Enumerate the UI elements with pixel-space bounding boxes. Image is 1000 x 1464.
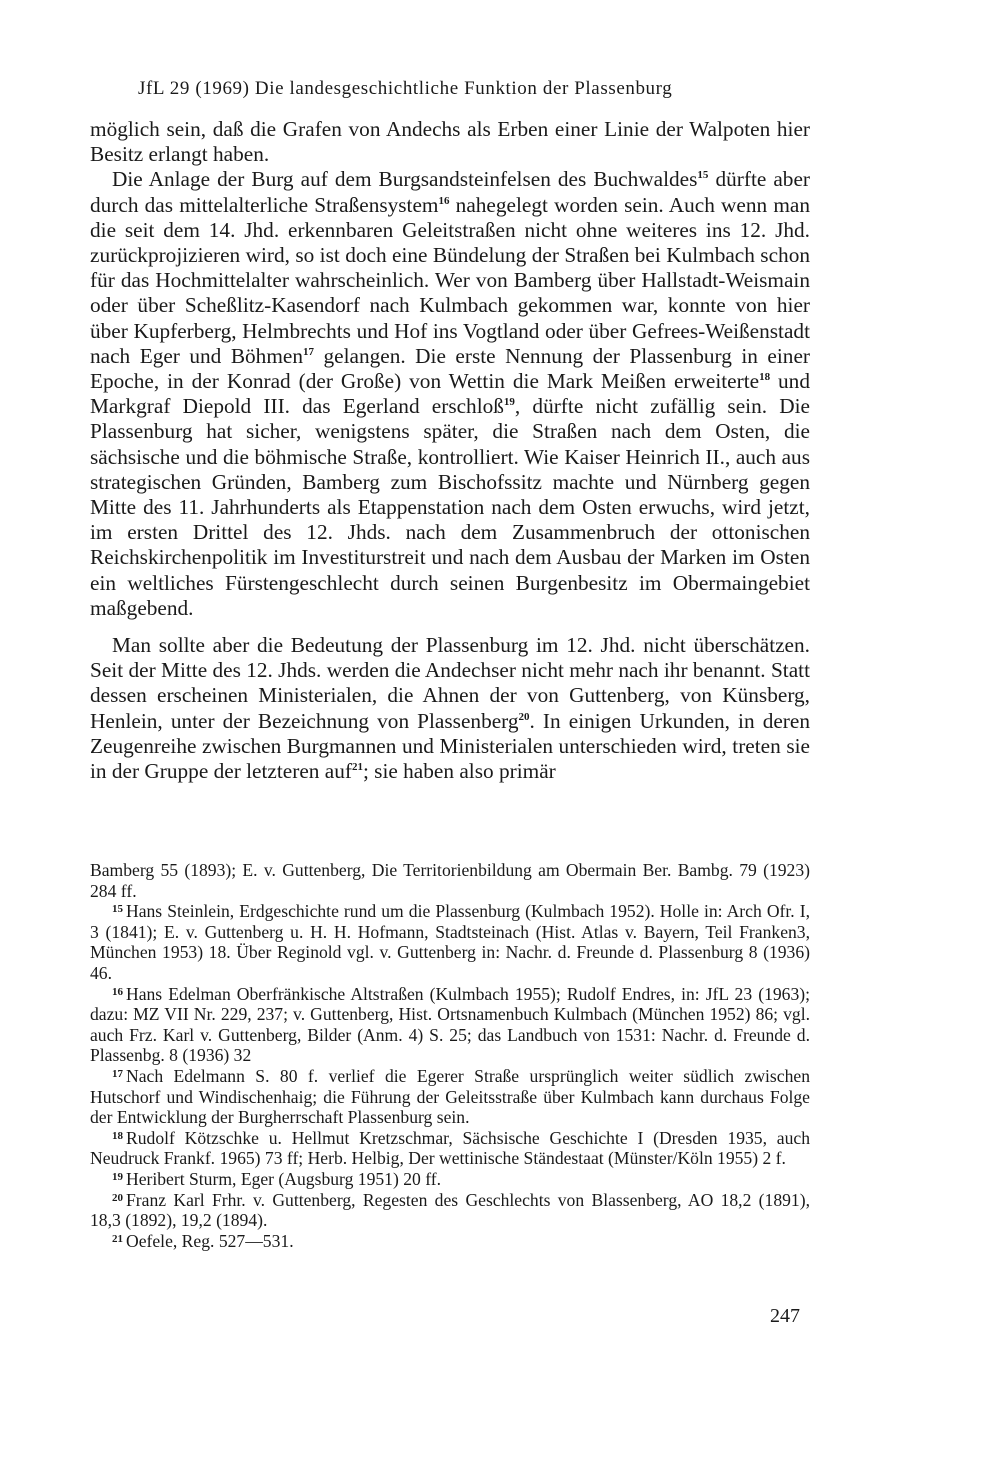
footnote-ref-20: 20 [518, 710, 530, 723]
footnote-ref-15: 15 [697, 169, 709, 182]
footnote-number: 17 [112, 1067, 123, 1080]
paragraph-3-text-c: ; sie haben also primär [362, 759, 556, 784]
footnote-20 [90, 1190, 810, 1231]
paragraph-2-text-a: Die Anlage der Burg auf dem Burgsandsteinfelsen des Buchwaldes [112, 167, 698, 192]
running-head: JfL 29 (1969) Die landesgeschichtliche Funktion der Plassenburg [138, 78, 673, 99]
footnote-number: 16 [112, 985, 123, 998]
paragraph-2-text-b: dürfte aber durch das mittelalterliche Straßensystem [90, 167, 810, 217]
footnote-ref-18: 18 [759, 371, 771, 384]
footnote-18 [90, 1128, 810, 1169]
footnotes [90, 860, 810, 1251]
paragraph-1: möglich sein, daß die Grafen von Andechs als Erben einer Linie der Walpoten hier Besitz erlangt haben. [90, 117, 810, 167]
footnote-ref-17: 17 [303, 345, 314, 358]
footnote-text: Hans Edelman Oberfränkische Altstraßen (Kulmbach 1955); Rudolf Endres, in: JfL 23 (1963); dazu: MZ VII Nr. 229, 237; v. Guttenberg, Hist. Ortsnamenbuch Kulmbach (München 1952) 86; vgl. auch Frz. Karl v. Guttenberg, Bilder (Anm. 4) S. 25; das Landbuch von 1531: Nachr. d. Freunde d. Plassenbg. 8 (1936) 32 [90, 983, 810, 1066]
paragraph-2-text-d: gelangen. Die erste Nennung der Plassenburg in einer Epoche, in der Konrad (der Große) von Wettin die Mark Meißen erweiterte [90, 343, 810, 394]
paragraph-3-text-a: Man sollte aber die Bedeutung der Plassenburg im 12. Jhd. nicht überschätzen. Seit der Mitte des 12. Jhds. werden die Andechser nicht mehr nach ihr benannt. Statt dessen erscheinen Ministerialen, die Ahnen der von Guttenberg, von Künsberg, Henlein, unter der Bezeichnung von Plassenberg [90, 633, 810, 733]
footnote-number: 18 [112, 1129, 123, 1142]
footnote-number: 19 [112, 1170, 123, 1183]
paragraph-2-text-e: und Markgraf Diepold III. das Egerland erschloß [90, 369, 810, 419]
paragraph-2-text-f: , dürfte nicht zufällig sein. Die Plassenburg hat sicher, wenigstens später, die Straßen nach dem Osten, die sächsische und die böhmische Straße, kontrolliert. Wie Kaiser Heinrich II., auch aus strategischen Gründen, Bamberg zum Bischofssitz machte und Nürnberg gegen Mitte des 11. Jahrhunderts als Etappenstation nach dem Osten erwuchs, wird jetzt, im ersten Drittel des 12. Jhds. nach dem Zusammenbruch der ottonischen Reichskirchenpolitik im Investiturstreit und nach dem Ausbau der Marken im Osten ein weltliches Fürstengeschlecht durch seinen Burgenbesitz im Obermaingebiet maßgebend. [90, 394, 810, 620]
footnote-text: Nach Edelmann S. 80 f. verlief die Egerer Straße ursprünglich weiter südlich zwischen Hutschorf und Windischenhaig; die Führung der Geleitsstraße über Kulmbach kann durchaus Folge der Entwicklung der Burgherrschaft Plassenburg sein. [90, 1065, 810, 1128]
footnote-number: 20 [112, 1191, 123, 1204]
footnote-ref-21: 21 [351, 761, 363, 774]
footnote-text: Rudolf Kötzschke u. Hellmut Kretzschmar, Sächsische Geschichte I (Dresden 1935, auch Neudruck Frankf. 1965) 73 ff; Herb. Helbig, Der wettinische Ständestaat (Münster/Köln 1955) 2 f. [90, 1127, 810, 1169]
footnote-19 [90, 1169, 810, 1190]
footnote-ref-16: 16 [438, 194, 450, 207]
footnote-17 [90, 1066, 810, 1128]
paragraph-3 [90, 633, 810, 784]
footnote-text: Oefele, Reg. 527—531. [126, 1230, 294, 1251]
footnote-number: 21 [112, 1232, 123, 1245]
paragraph-3-text-b: . In einigen Urkunden, in deren Zeugenreihe zwischen Burgmannen und Ministerialen unterschieden wird, treten sie in der Gruppe der letzteren auf [90, 708, 810, 784]
footnote-21 [90, 1231, 810, 1252]
footnote-ref-19: 19 [503, 396, 515, 409]
footnote-15 [90, 901, 810, 983]
footnote-text: Franz Karl Frhr. v. Guttenberg, Regesten des Geschlechts von Blassenberg, AO 18,2 (1891), 18,3 (1892), 19,2 (1894). [90, 1189, 810, 1231]
footnote-text: Hans Steinlein, Erdgeschichte rund um die Plassenburg (Kulmbach 1952). Holle in: Arch Ofr. I, 3 (1841); E. v. Guttenberg u. H. H. Hofmann, Stadtsteinach (Hist. Atlas v. Bayern, Teil Franken3, München 1953) 18. Über Reginold vgl. v. Guttenberg in: Nachr. d. Freunde d. Plassenburg 8 (1936) 46. [90, 901, 810, 983]
paragraph-2-text-c: nahegelegt worden sein. Auch wenn man die seit dem 14. Jhd. erkennbaren Geleitstraßen nicht ohne weiteres ins 12. Jhd. zurückprojizieren wird, so ist doch eine Bündelung der Straßen bei Kulmbach schon für das Hochmittelalter wahrscheinlich. Wer von Bamberg über Hallstadt-Weismain oder über Scheßlitz-Kasendorf nach Kulmbach gekommen war, konnte von hier über Kupferberg, Helmbrechts und Hof ins Vogtland oder über Gefrees-Weißenstadt nach Eger und Böhmen [90, 192, 810, 368]
footnote-text: Heribert Sturm, Eger (Augsburg 1951) 20 ff. [126, 1168, 442, 1189]
paragraph-2 [90, 167, 810, 621]
main-text [90, 117, 810, 784]
footnote-number: 15 [112, 903, 123, 916]
footnote-continuation: Bamberg 55 (1893); E. v. Guttenberg, Die Territorienbildung am Obermain Ber. Bambg. 79 (1923) 284 ff. [90, 860, 810, 901]
footnote-16 [90, 984, 810, 1066]
page-number: 247 [770, 1305, 800, 1327]
